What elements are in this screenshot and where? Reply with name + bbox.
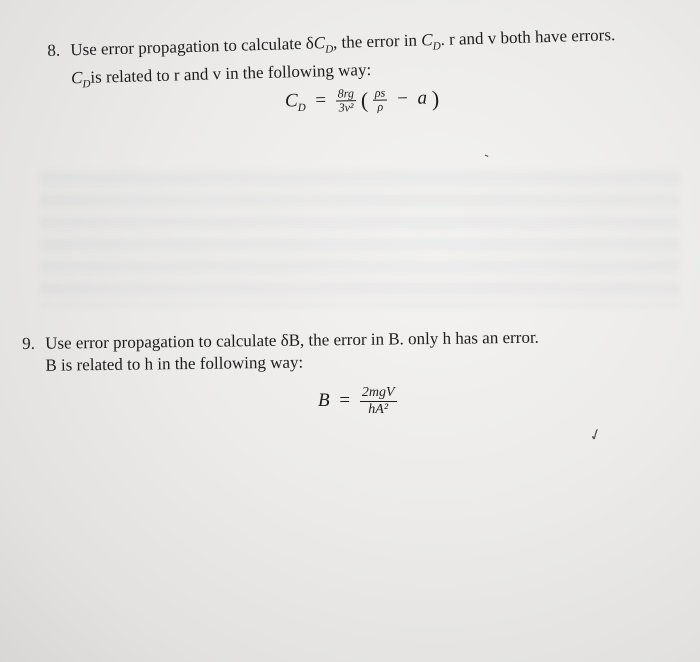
- b-formula: [318, 385, 397, 418]
- left-paren: (: [360, 87, 369, 113]
- cd-subscript: D: [325, 43, 334, 56]
- question-9-text: Use error propagation to calculate δB, the error in B. only h has an error.: [45, 327, 539, 353]
- cd-subscript: D: [432, 40, 441, 53]
- show-through-text: [40, 168, 680, 308]
- question-8-text-a: Use error propagation to calculate δ: [70, 33, 315, 60]
- variable-a: a: [417, 87, 428, 109]
- cd-symbol: C: [313, 33, 326, 53]
- equals-sign: =: [339, 389, 351, 411]
- drag-coefficient-formula: [285, 85, 440, 115]
- fraction-denominator: 3v²: [338, 100, 354, 115]
- question-8-text-b: , the error in: [332, 30, 422, 53]
- fraction-2mgv-over-ha2: [360, 385, 397, 418]
- fraction-denominator: hA²: [368, 402, 389, 417]
- question-8-number: 8.: [47, 40, 61, 60]
- minus-sign: −: [396, 87, 409, 110]
- fraction-numerator: 2mgV: [361, 385, 395, 400]
- fraction-8rg-over-3v2: [336, 87, 357, 114]
- question-8-text-d: is related to r and v in the following way:: [90, 60, 372, 88]
- question-8-text-c: . r and v both have errors.: [440, 25, 616, 50]
- right-paren: ): [431, 85, 440, 112]
- cd-symbol: C: [421, 30, 433, 50]
- fraction-rhos-over-rho: [373, 86, 388, 113]
- question-8: [47, 24, 616, 97]
- equals-sign: =: [315, 89, 327, 111]
- cd-symbol: C: [70, 68, 83, 88]
- pen-tick-mark: ✓: [586, 425, 606, 446]
- question-9: [22, 327, 539, 377]
- question-9-text-2: B is related to h in the following way:: [45, 352, 304, 375]
- formula-lhs: B: [318, 389, 330, 411]
- fraction-numerator: 8rg: [336, 87, 357, 101]
- formula-lhs: C: [284, 90, 298, 112]
- pen-mark: ‑: [481, 147, 492, 164]
- cd-subscript: D: [82, 78, 91, 91]
- formula-lhs-subscript: D: [297, 101, 306, 115]
- question-9-number: 9.: [22, 333, 35, 353]
- fraction-denominator: ρ: [377, 99, 384, 114]
- fraction-numerator: ρs: [373, 86, 388, 100]
